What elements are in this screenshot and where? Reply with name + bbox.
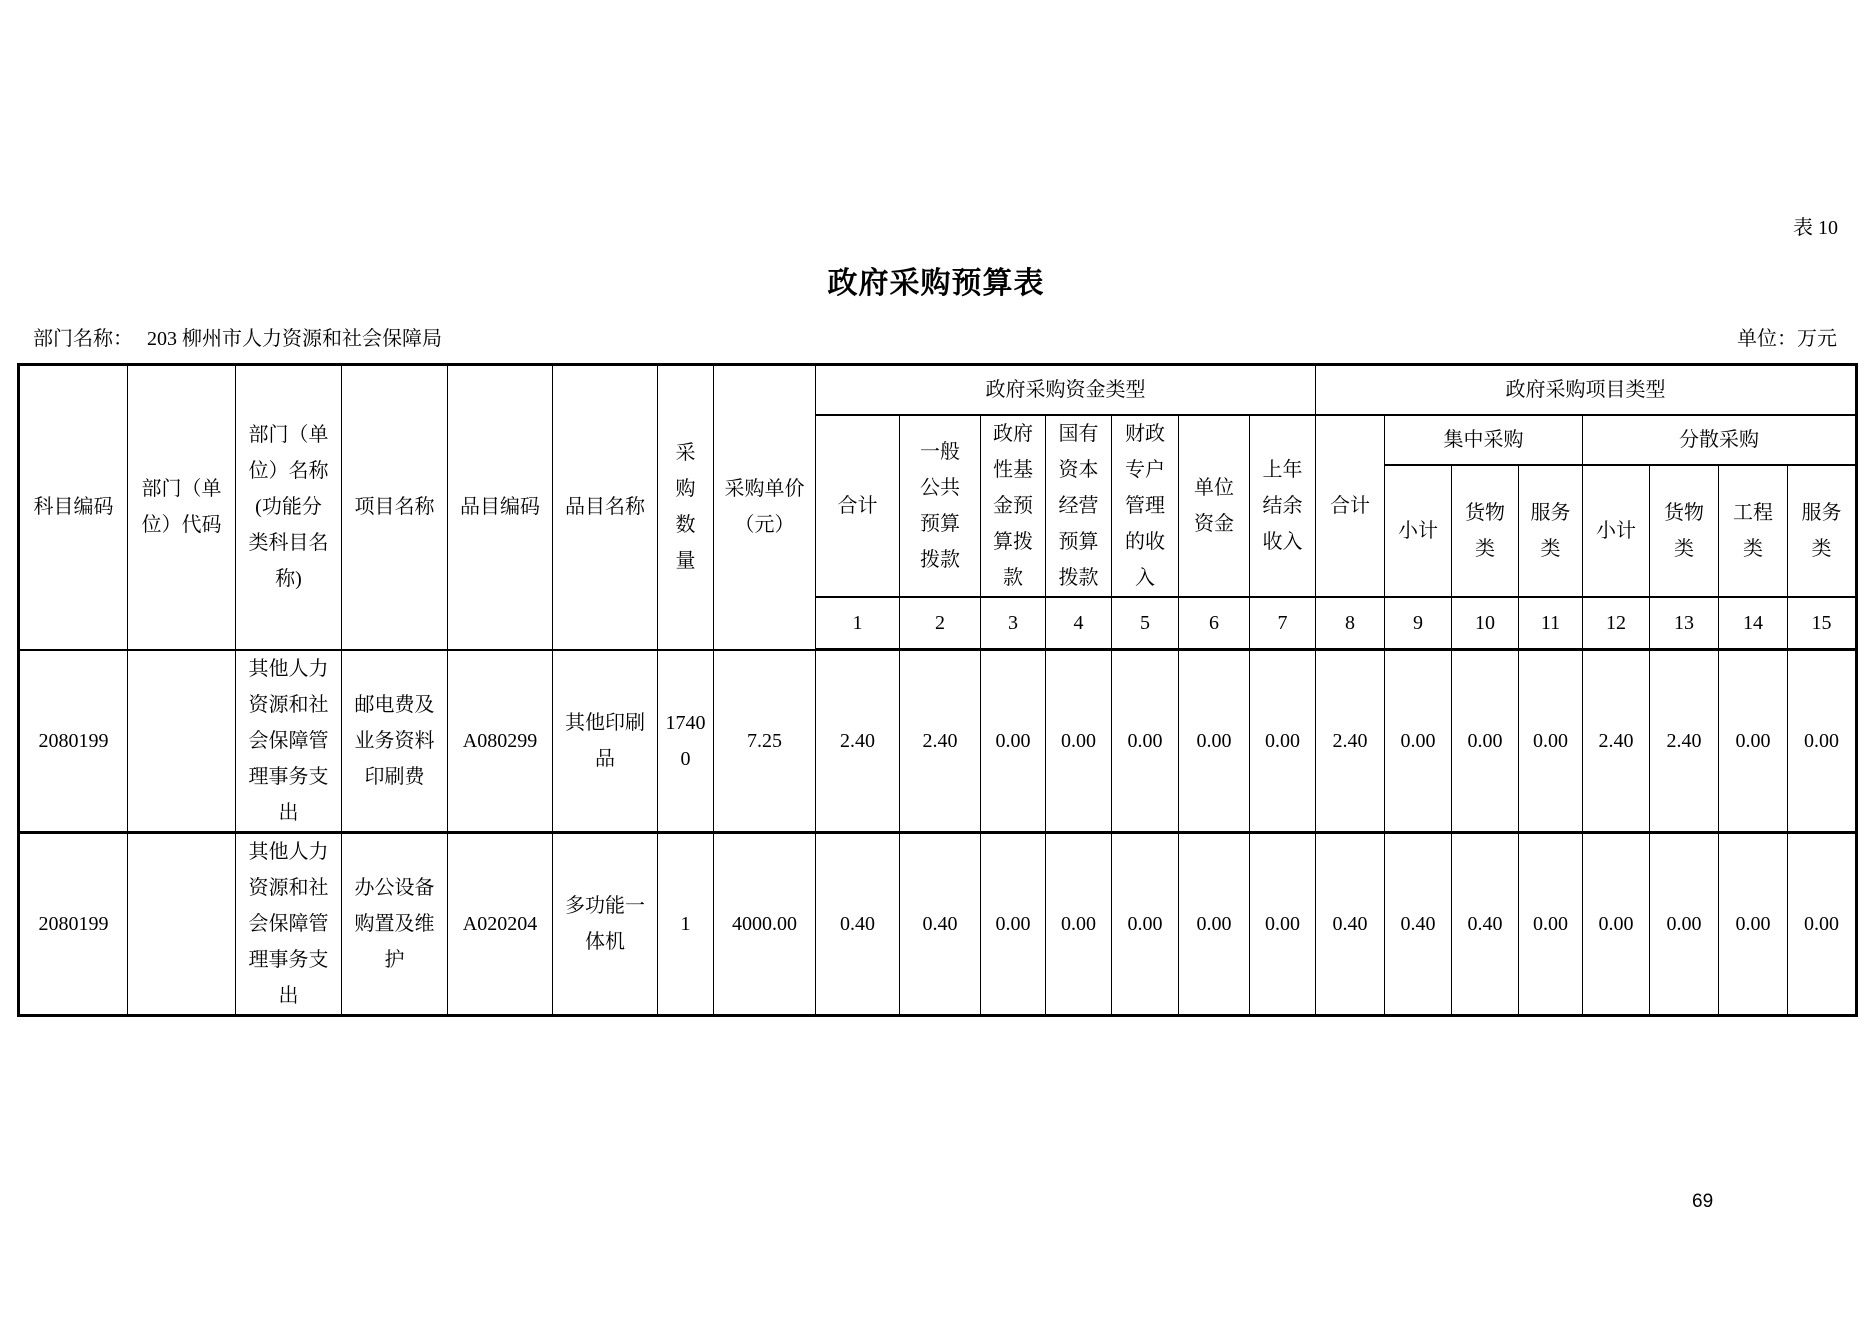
department-value: 203 柳州市人力资源和社会保障局 [147, 328, 442, 350]
data-cell: 2.40 [1316, 650, 1385, 833]
data-cell: 0.00 [1112, 832, 1179, 1015]
header-fund-total: 合计 [816, 415, 900, 597]
data-cell: 0.00 [1046, 650, 1112, 833]
data-cell: 0.40 [1452, 832, 1519, 1015]
column-number-cell: 3 [981, 597, 1046, 650]
data-cell: 0.00 [1650, 832, 1719, 1015]
header-fund-prior-year-surplus: 上年结余收入 [1250, 415, 1316, 597]
data-cell: 其他人力资源和社会保障管理事务支出 [236, 832, 342, 1015]
column-number-cell: 15 [1788, 597, 1857, 650]
header-purchase-qty: 采购数量 [658, 365, 714, 650]
data-cell [128, 832, 236, 1015]
data-cell: 0.00 [1788, 832, 1857, 1015]
data-cell: 0.00 [1519, 832, 1583, 1015]
data-cell: 7.25 [714, 650, 816, 833]
data-cell: A080299 [448, 650, 553, 833]
header-item-code: 品目编码 [448, 365, 553, 650]
department-label: 部门名称： [33, 328, 133, 350]
table-row [19, 832, 1857, 1015]
data-cell: A020204 [448, 832, 553, 1015]
data-cell: 0.00 [1719, 832, 1788, 1015]
header-dept-name: 部门（单位）名称(功能分类科目名称) [236, 365, 342, 650]
header-fund-gov-fund-budget: 政府性基金预算拨款 [981, 415, 1046, 597]
header-subject-code: 科目编码 [19, 365, 128, 650]
data-cell: 0.00 [1519, 650, 1583, 833]
header-project-name: 项目名称 [342, 365, 448, 650]
data-cell: 17400 [658, 650, 714, 833]
data-cell: 0.00 [1452, 650, 1519, 833]
header-group-row [19, 365, 1857, 415]
data-cell: 0.00 [981, 832, 1046, 1015]
header-decentralized-works: 工程类 [1719, 465, 1788, 596]
data-cell: 其他印刷品 [553, 650, 658, 833]
column-number-cell: 10 [1452, 597, 1519, 650]
data-cell: 2.40 [816, 650, 900, 833]
header-decentralized-goods: 货物类 [1650, 465, 1719, 596]
data-cell: 办公设备购置及维护 [342, 832, 448, 1015]
data-cell: 邮电费及业务资料印刷费 [342, 650, 448, 833]
data-cell: 0.00 [1250, 832, 1316, 1015]
data-cell: 多功能一体机 [553, 832, 658, 1015]
data-cell: 0.00 [1179, 650, 1250, 833]
header-fund-fiscal-account: 财政专户管理的收入 [1112, 415, 1179, 597]
column-number-cell: 1 [816, 597, 900, 650]
header-fund-state-capital: 国有资本经营预算拨款 [1046, 415, 1112, 597]
column-number-cell: 8 [1316, 597, 1385, 650]
department-line [33, 322, 442, 351]
header-decentralized-services: 服务类 [1788, 465, 1857, 596]
header-unit-price: 采购单价（元） [714, 365, 816, 650]
column-number-cell: 6 [1179, 597, 1250, 650]
data-cell: 0.00 [1046, 832, 1112, 1015]
header-project-type-group: 政府采购项目类型 [1316, 365, 1857, 415]
header-decentralized-subtotal: 小计 [1583, 465, 1650, 596]
header-centralized-goods: 货物类 [1452, 465, 1519, 596]
data-cell: 0.00 [981, 650, 1046, 833]
data-cell: 0.00 [1788, 650, 1857, 833]
data-cell: 0.40 [1316, 832, 1385, 1015]
data-cell: 0.00 [1112, 650, 1179, 833]
column-number-cell: 7 [1250, 597, 1316, 650]
column-number-cell: 14 [1719, 597, 1788, 650]
header-centralized-group: 集中采购 [1385, 415, 1583, 466]
header-fund-type-group: 政府采购资金类型 [816, 365, 1316, 415]
table-tag: 表 10 [1793, 217, 1838, 239]
header-centralized-services: 服务类 [1519, 465, 1583, 596]
header-item-name: 品目名称 [553, 365, 658, 650]
data-cell: 其他人力资源和社会保障管理事务支出 [236, 650, 342, 833]
page-title: 政府采购预算表 [827, 267, 1045, 300]
header-fund-unit-funds: 单位资金 [1179, 415, 1250, 597]
data-cell [128, 650, 236, 833]
data-cell: 2080199 [19, 650, 128, 833]
data-cell: 0.00 [1250, 650, 1316, 833]
page-number: 69 [1692, 1191, 1714, 1212]
column-number-cell: 13 [1650, 597, 1719, 650]
data-cell: 0.00 [1385, 650, 1452, 833]
data-cell: 4000.00 [714, 832, 816, 1015]
data-cell: 0.00 [1719, 650, 1788, 833]
data-cell: 2.40 [1650, 650, 1719, 833]
column-number-cell: 4 [1046, 597, 1112, 650]
column-number-cell: 12 [1583, 597, 1650, 650]
column-number-cell: 9 [1385, 597, 1452, 650]
data-cell: 0.00 [1583, 832, 1650, 1015]
unit-note: 单位：万元 [1737, 328, 1837, 350]
data-cell: 2.40 [900, 650, 981, 833]
data-cell: 0.40 [1385, 832, 1452, 1015]
data-cell: 0.00 [1179, 832, 1250, 1015]
data-cell: 1 [658, 832, 714, 1015]
table-row [19, 650, 1857, 833]
header-dept-code: 部门（单位）代码 [128, 365, 236, 650]
data-cell: 2080199 [19, 832, 128, 1015]
column-number-cell: 2 [900, 597, 981, 650]
header-project-total: 合计 [1316, 415, 1385, 597]
header-fund-general-budget: 一般公共预算拨款 [900, 415, 981, 597]
data-cell: 0.40 [816, 832, 900, 1015]
procurement-budget-table [17, 363, 1858, 1017]
data-cell: 0.40 [900, 832, 981, 1015]
header-centralized-subtotal: 小计 [1385, 465, 1452, 596]
column-number-cell: 5 [1112, 597, 1179, 650]
header-decentralized-group: 分散采购 [1583, 415, 1857, 466]
column-number-cell: 11 [1519, 597, 1583, 650]
data-cell: 2.40 [1583, 650, 1650, 833]
